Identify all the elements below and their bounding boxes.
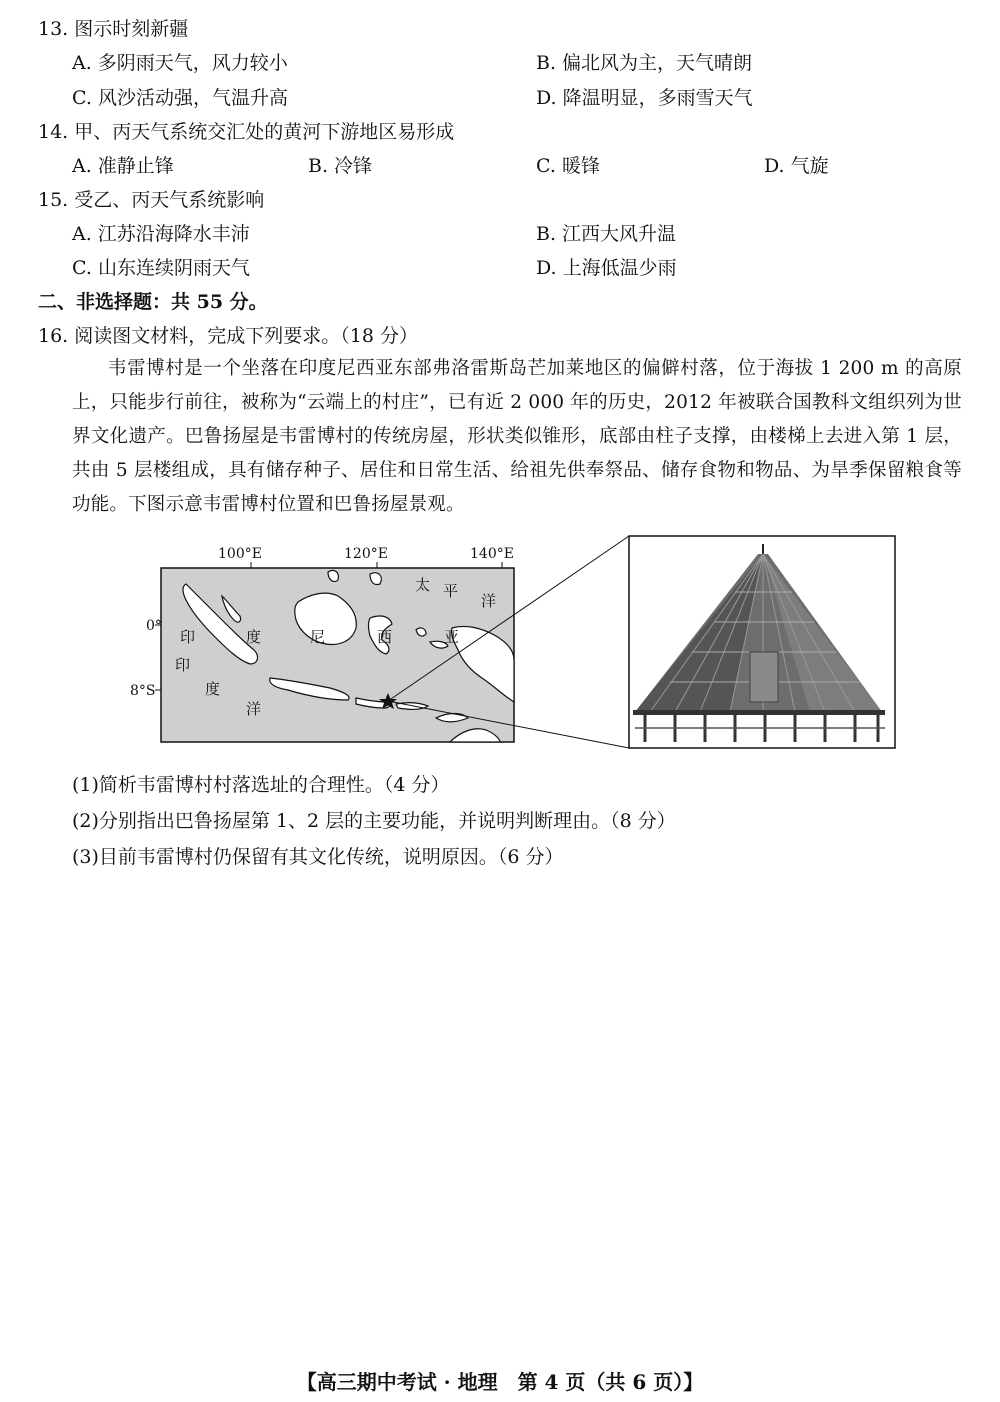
q15-option-c: C. 山东连续阴雨天气 xyxy=(72,257,250,279)
q14-option-c: C. 暖锋 xyxy=(536,155,600,177)
label-taiping-3: 洋 xyxy=(481,592,497,610)
section-heading: 二、非选择题：共 55 分。 xyxy=(38,291,268,313)
q13-option-d: D. 降温明显，多雨雪天气 xyxy=(536,87,753,109)
label-yindunixiya-4: 西 xyxy=(377,628,393,646)
q15-option-b: B. 江西大风升温 xyxy=(536,223,677,245)
lon-label-140: 140°E xyxy=(470,546,514,562)
label-yindunixiya-2: 度 xyxy=(246,628,262,646)
q15-stem: 15. 受乙、丙天气系统影响 xyxy=(38,189,265,211)
lon-label-100: 100°E xyxy=(218,546,262,562)
label-yindunixiya-3: 尼 xyxy=(310,628,326,646)
label-yindunixiya-5: 亚 xyxy=(444,628,460,646)
q14-stem: 14. 甲、丙天气系统交汇处的黄河下游地区易形成 xyxy=(38,121,455,143)
label-taiping-1: 太 xyxy=(415,576,431,594)
label-yinduyang-1: 印 xyxy=(175,656,191,674)
figure-map-and-photo xyxy=(130,532,900,752)
q14-option-b: B. 冷锋 xyxy=(308,155,373,177)
q13-stem: 13. 图示时刻新疆 xyxy=(38,18,189,40)
q13-option-b: B. 偏北风为主，天气晴朗 xyxy=(536,52,753,74)
q14-option-a: A. 准静止锋 xyxy=(72,155,174,177)
lon-label-120: 120°E xyxy=(344,546,388,562)
q13-option-a: A. 多阴雨天气，风力较小 xyxy=(72,52,288,74)
label-yinduyang-2: 度 xyxy=(205,680,221,698)
label-yinduyang-3: 洋 xyxy=(246,700,262,718)
q16-subquestion-1: (1)简析韦雷博村村落选址的合理性。（4 分） xyxy=(72,774,450,796)
lat-label-8s: 8°S xyxy=(130,683,156,699)
label-yindunixiya-1: 印 xyxy=(180,628,196,646)
label-taiping-2: 平 xyxy=(443,582,459,600)
page-footer: 【高三期中考试 · 地理 第 4 页（共 6 页）】 xyxy=(296,1370,704,1394)
q15-option-a: A. 江苏沿海降水丰沛 xyxy=(72,223,250,245)
q16-subquestion-2: (2)分别指出巴鲁扬屋第 1、2 层的主要功能，并说明判断理由。（8 分） xyxy=(72,810,676,832)
q16-passage: 韦雷博村是一个坐落在印度尼西亚东部弗洛雷斯岛芒加莱地区的偏僻村落，位于海拔 1 200 m 的高原上，只能步行前往，被称为“云端上的村庄”，已有近 2 000 年的历史，2012 年被联合国教科文组织列为世界文化遗产。巴鲁扬屋是韦雷博村的传统房屋，形状类似锥形，底部由柱子支撑，由楼梯上去进入第 1 层，共由 5 层楼组成，具有储存种子、居住和日常生活、给祖先供奉祭品、储存食物和物品、为旱季保留粮食等功能。下图示意韦雷博村位置和巴鲁扬屋景观。 xyxy=(72,358,962,515)
q15-option-d: D. 上海低温少雨 xyxy=(536,257,677,279)
q14-option-d: D. 气旋 xyxy=(764,155,829,177)
q16-subquestion-3: (3)目前韦雷博村仍保留有其文化传统，说明原因。（6 分） xyxy=(72,846,564,868)
q13-option-c: C. 风沙活动强，气温升高 xyxy=(72,87,288,109)
lat-label-0: 0° xyxy=(146,618,162,634)
q16-stem: 16. 阅读图文材料，完成下列要求。（18 分） xyxy=(38,325,418,347)
